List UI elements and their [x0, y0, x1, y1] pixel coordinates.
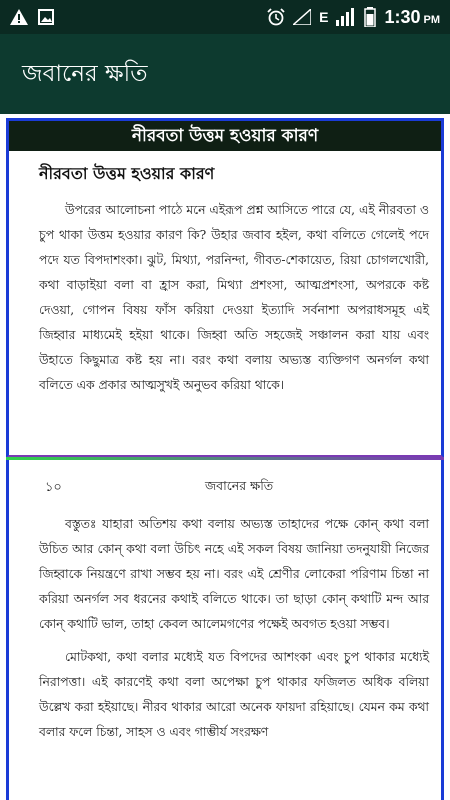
paragraph: উপরের আলোচনা পাঠে মনে এইরূপ প্রশ্ন আসিতে পারে যে, এই নীরবতা ও চুপ থাকা উত্তম হওয়ার কারণ কি? উহার জবাব হইল, কথা বলিতে গেলেই পদে পদে যত বিপদাশংকা। ঝুট, মিথ্যা, পরনিন্দা, গীবত-শেকায়েত, রিয়া চোগলখোরী, কথা বাড়াইয়া বলা বা হ্রাস করা, মিথ্যা প্রশংসা, আত্মপ্রশংসা, অপরকে কষ্ট দেওয়া, গোপন বিষয় ফাঁস করিয়া দেওয়া ইত্যাদি সর্বনাশা অপরাধসমূহ এই জিহ্বার মাধ্যমেই হইয়া থাকে। জিহ্বা অতি সহজেই সঞ্চালন করা যায় এবং উহাতে কিছুমাত্র কষ্ট হয় না। বরং কথা বলায় অভ্যস্ত ব্যক্তিগণ অনর্গল কথা বলিতে এক প্রকার আত্মসুখই অনুভব করিয়া থাকে। [39, 203, 429, 392]
clock: 1:30 PM [384, 6, 440, 27]
running-head [9, 478, 441, 498]
section-heading: নীরবতা উত্তম হওয়ার কারণ [39, 164, 215, 183]
alarm-icon [267, 8, 285, 26]
book-viewer[interactable] [0, 114, 450, 800]
cell-signal-icon [336, 8, 356, 26]
running-title: জবানের ক্ষতি [205, 478, 274, 493]
status-left [10, 9, 54, 25]
book-page-2[interactable] [6, 460, 444, 800]
page2-body [9, 498, 441, 745]
network-type: E [319, 9, 329, 25]
book-page-1[interactable] [6, 118, 444, 458]
paragraph: মোটকথা, কথা বলার মধ্যেই যত বিপদের আশংকা এবং চুপ থাকার মধ্যেই নিরাপত্তা। এই কারণেই কথা বলা অপেক্ষা চুপ থাকার ফজিলত অধিক বলিয়া উল্লেখ করা হইয়াছে। নীরব থাকার আরো অনেক ফায়দা রহিয়াছে। যেমন কম কথা বলার ফলে চিন্তা, সাহস ও এবং গাম্ভীর্য সংরক্ষণ [39, 650, 429, 739]
image-icon [38, 9, 54, 25]
wifi-signal-icon [293, 9, 311, 25]
page1-body [9, 188, 441, 398]
page-number: ১০ [45, 479, 62, 495]
paragraph: বস্তুতঃ যাহারা অতিশয় কথা বলায় অভ্যস্ত তাহাদের পক্ষে কোন্ কথা বলা উচিত আর কোন্ কথা বলা উচিৎ নহে এই সকল বিষয় জানিয়া তদনুযায়ী নিজের জিহ্বাকে নিয়ন্ত্রণে রাখা সম্ভব হয় না। বরং এই শ্রেণীর লোকেরা পরিণাম চিন্তা না করিয়া অনর্গল সব ধরনের কথাই বলিতে থাকে। তা ছাড়া কোন্ কথাটি মন্দ আর কোন্ কথাটি ভাল, তাহা কেবল আলেমগণের পক্ষেই অবগত হওয়া সম্ভব। [39, 517, 429, 631]
warning-icon [10, 9, 28, 25]
app-bar [0, 34, 450, 114]
status-bar [0, 0, 450, 34]
page-title: জবানের ক্ষতি [22, 60, 148, 87]
battery-icon [364, 7, 376, 27]
status-right [267, 7, 440, 28]
chapter-banner: নীরবতা উত্তম হওয়ার কারণ [9, 121, 441, 151]
